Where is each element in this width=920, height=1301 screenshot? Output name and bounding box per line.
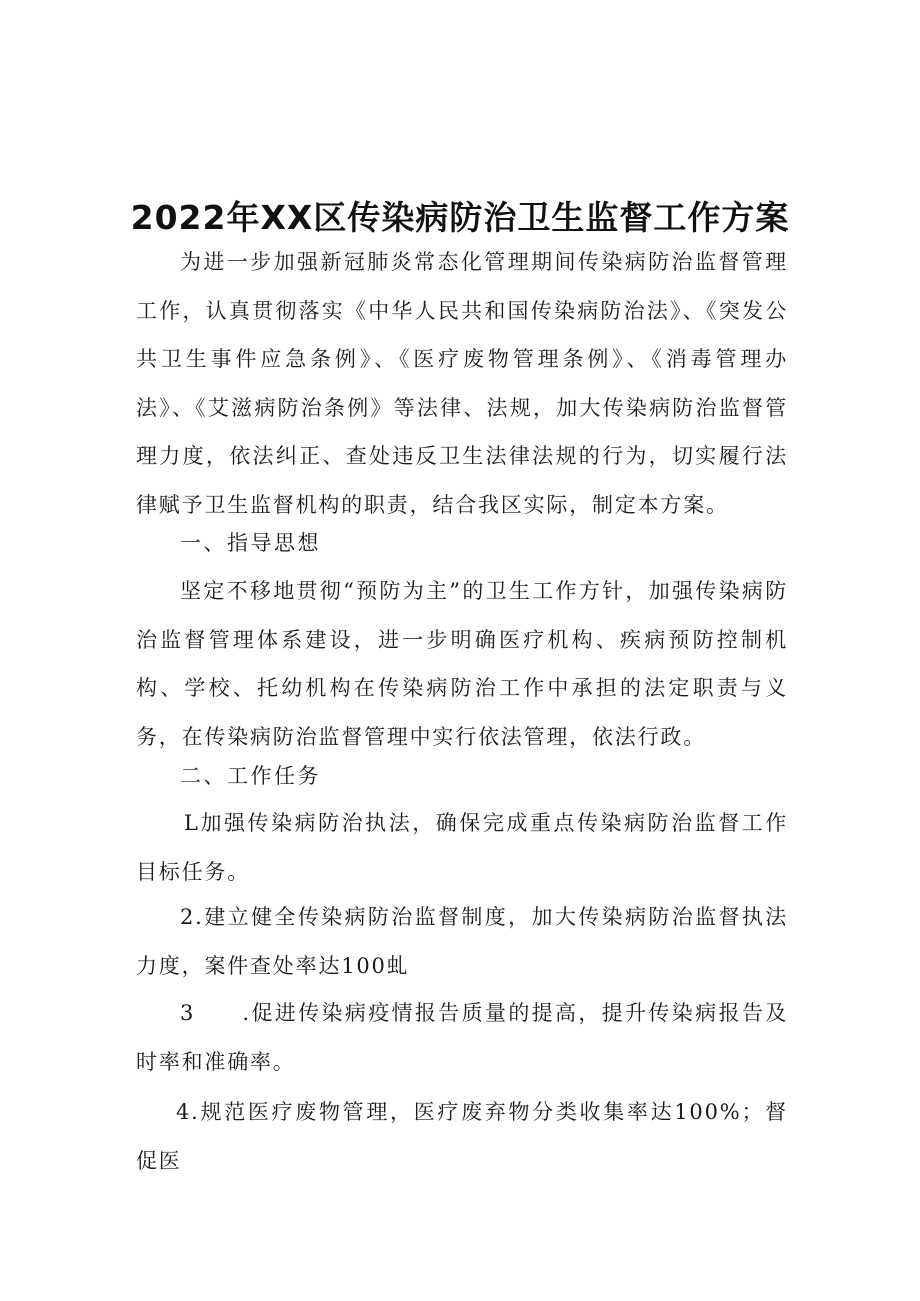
task-item-2: 2.建立健全传染病防治监督制度，加大传染病防治监督执法力度，案件查处率达100虬: [136, 905, 788, 978]
document-title: 2022年XX区传染病防治卫生监督工作方案: [130, 198, 790, 238]
section-heading-guiding-ideology: 一、指导思想: [180, 531, 321, 555]
section-heading-work-tasks: 二、工作任务: [180, 764, 321, 788]
task-item-1: L加强传染病防治执法，确保完成重点传染病防治监督工作目标任务。: [136, 811, 788, 884]
guiding-ideology-paragraph: 坚定不移地贯彻“预防为主”的卫生工作方针，加强传染病防治监督管理体系建设，进一步明确医疗机构、疾病预防控制机构、学校、托幼机构在传染病防治工作中承担的法定职责与义务，在传染病防治监督管理中实行依法管理，依法行政。: [136, 579, 788, 749]
intro-paragraph: 为进一步加强新冠肺炎常态化管理期间传染病防治监督管理工作，认真贯彻落实《中华人民共和国传染病防治法》、《突发公共卫生事件应急条例》、《医疗废物管理条例》、《消毒管理办法》、《艾滋病防治条例》等法律、法规，加大传染病防治监督管理力度，依法纠正、查处违反卫生法律法规的行为，切实履行法律赋予卫生监督机构的职责，结合我区实际，制定本方案。: [136, 250, 788, 517]
task-item-3: 3 .促进传染病疫情报告质量的提高，提升传染病报告及时率和准确率。: [136, 1001, 788, 1074]
task-item-4: 4.规范医疗废物管理，医疗废弃物分类收集率达100%；督促医: [136, 1100, 788, 1173]
